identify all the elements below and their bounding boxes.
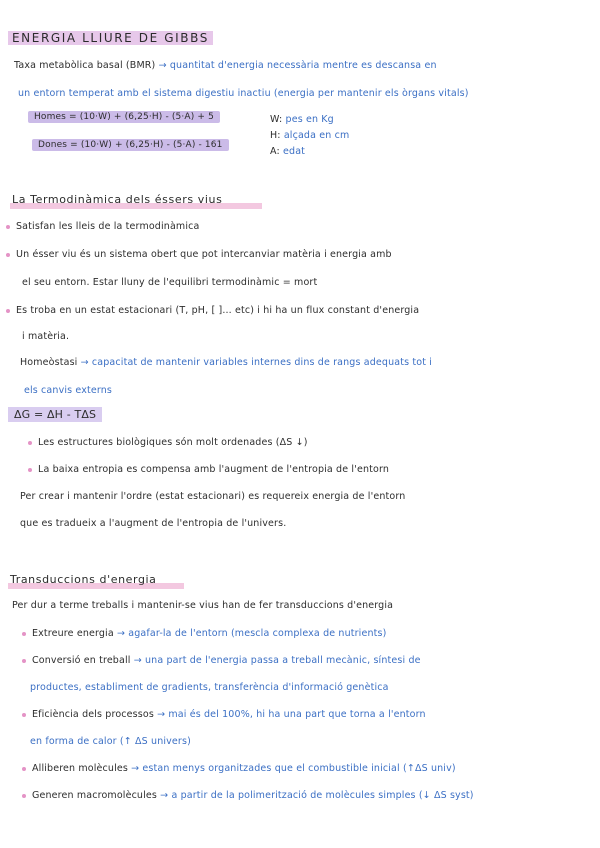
gibbs-equation-text: ΔG = ΔH - TΔS <box>8 407 102 422</box>
thermo-line-2-text: Un ésser viu és un sistema obert que pot intercanviar matèria i energia amb <box>16 249 392 260</box>
structure-line-1-text: Les estructures biològiques són molt ordenades (ΔS ↓) <box>38 437 308 448</box>
order-line-1: Per crear i mantenir l'ordre (estat estacionari) es requereix energia de l'entorn <box>20 491 406 502</box>
transd-item-1 <box>22 628 386 639</box>
legend-h <box>270 130 349 141</box>
structure-line-1 <box>28 437 308 448</box>
bullet-icon <box>22 659 26 663</box>
bullet-icon <box>22 713 26 717</box>
transd-item-3-definition-2: en forma de calor (↑ ΔS univers) <box>30 736 191 747</box>
homeostasis-line-1 <box>20 357 432 368</box>
formula-men <box>28 112 220 122</box>
transd-item-5-term: Generen macromolècules <box>32 790 157 801</box>
transd-item-2-term: Conversió en treball <box>32 655 131 666</box>
bmr-definition-2: un entorn temperat amb el sistema digestiu inactiu (energia per mantenir els òrgans vitals) <box>18 88 469 99</box>
thermo-line-1 <box>6 221 199 232</box>
transd-item-2-definition-1: → una part de l'energia passa a treball mecànic, síntesi de <box>133 655 421 666</box>
transd-item-1-definition: → agafar-la de l'entorn (mescla complexa de nutrients) <box>117 628 387 639</box>
legend-h-symbol: H: <box>270 130 281 141</box>
legend-w-symbol: W: <box>270 114 283 125</box>
legend-a-text: edat <box>283 146 306 157</box>
homeostasis-definition-1: → capacitat de mantenir variables internes dins de rangs adequats tot i <box>80 357 433 368</box>
legend-a-symbol: A: <box>270 146 280 157</box>
bullet-icon <box>22 632 26 636</box>
bullet-icon <box>22 767 26 771</box>
bmr-term: Taxa metabòlica basal (BMR) <box>14 60 156 71</box>
homeostasis-term: Homeòstasi <box>20 357 78 368</box>
transd-item-5-definition: → a partir de la polimerització de molècules simples (↓ ΔS syst) <box>160 790 474 801</box>
transd-intro: Per dur a terme treballs i mantenir-se vius han de fer transduccions d'energia <box>12 600 394 611</box>
legend-a <box>270 146 305 157</box>
bullet-icon <box>28 441 32 445</box>
homeostasis-definition-2: els canvis externs <box>24 385 113 396</box>
legend-w-text: pes en Kg <box>285 114 334 125</box>
formula-women <box>32 140 229 150</box>
thermo-line-4 <box>6 305 419 316</box>
thermo-line-5: i matèria. <box>22 331 70 342</box>
bullet-icon <box>6 225 10 229</box>
bullet-icon <box>6 253 10 257</box>
transd-item-4 <box>22 763 456 774</box>
structure-line-2 <box>28 464 389 475</box>
gibbs-equation <box>8 408 102 421</box>
bullet-icon <box>6 309 10 313</box>
bmr-definition-1: → quantitat d'energia necessària mentre es descansa en <box>158 60 437 71</box>
transd-item-2-definition-2: productes, establiment de gradients, transferència d'informació genètica <box>30 682 389 693</box>
transd-item-4-definition: → estan menys organitzades que el combustible inicial (↑ΔS univ) <box>131 763 456 774</box>
legend-w <box>270 114 334 125</box>
section-heading-transduccions: Transduccions d'energia <box>10 573 157 586</box>
formula-men-text: Homes = (10·W) + (6,25·H) - (5·A) + 5 <box>28 111 220 123</box>
structure-line-2-text: La baixa entropia es compensa amb l'augment de l'entropia de l'entorn <box>38 464 390 475</box>
legend-h-text: alçada en cm <box>283 130 350 141</box>
formula-women-text: Dones = (10·W) + (6,25·H) - (5·A) - 161 <box>32 139 229 151</box>
bullet-icon <box>28 468 32 472</box>
transd-item-3 <box>22 709 426 720</box>
thermo-line-3: el seu entorn. Estar lluny de l'equilibri termodinàmic = mort <box>22 277 318 288</box>
transd-item-5 <box>22 790 474 801</box>
bullet-icon <box>22 794 26 798</box>
page-title-text: ENERGIA LLIURE DE GIBBS <box>8 31 213 45</box>
transd-item-4-term: Alliberen molècules <box>32 763 128 774</box>
page-title <box>8 31 213 45</box>
thermo-line-2 <box>6 249 392 260</box>
bmr-line-1 <box>14 60 437 71</box>
transd-item-3-definition-1: → mai és del 100%, hi ha una part que torna a l'entorn <box>157 709 426 720</box>
order-line-2: que es tradueix a l'augment de l'entropia de l'univers. <box>20 518 287 529</box>
transd-item-2 <box>22 655 421 666</box>
thermo-line-1-text: Satisfan les lleis de la termodinàmica <box>16 221 200 232</box>
thermo-line-4-text: Es troba en un estat estacionari (T, pH, [ ]... etc) i hi ha un flux constant d'energia <box>16 305 420 316</box>
section-heading-thermo: La Termodinàmica dels éssers vius <box>12 193 223 206</box>
transd-item-3-term: Eficiència dels processos <box>32 709 154 720</box>
transd-item-1-term: Extreure energia <box>32 628 114 639</box>
